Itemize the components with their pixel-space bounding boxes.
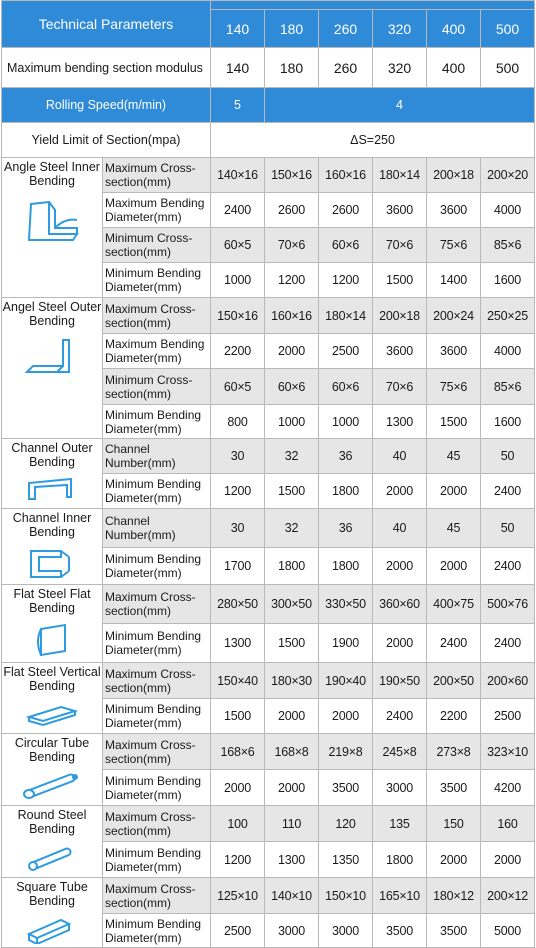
parameter-value: 1200	[319, 263, 373, 298]
section-category-cell	[2, 509, 103, 585]
model-header-140: 140	[211, 10, 265, 48]
parameter-value: 2000	[373, 474, 427, 509]
section-title: Flat Steel Flat Bending	[13, 587, 91, 615]
parameter-value: 2000	[427, 842, 481, 878]
parameter-value: 50	[481, 439, 535, 474]
parameter-value: 1800	[265, 547, 319, 584]
parameter-value: 200×18	[373, 298, 427, 334]
parameter-value: 1500	[265, 474, 319, 509]
model-header-180: 180	[265, 10, 319, 48]
square-tube-icon	[2, 916, 102, 947]
parameter-value: 75×6	[427, 228, 481, 263]
parameter-value: 219×8	[319, 734, 373, 770]
parameter-value: 1000	[211, 263, 265, 298]
parameter-value: 2200	[211, 334, 265, 369]
parameter-value: 1500	[373, 263, 427, 298]
parameter-value: 168×6	[211, 734, 265, 770]
parameter-value: 4000	[481, 193, 535, 228]
section-category-cell	[2, 298, 103, 439]
header-suffix	[211, 1, 535, 10]
parameter-value: 800	[211, 405, 265, 439]
parameter-label: Maximum Bending Diameter(mm)	[103, 334, 211, 369]
parameter-value: 273×8	[427, 734, 481, 770]
parameter-label: Maximum Cross-section(mm)	[103, 806, 211, 842]
section-title: Round Steel Bending	[17, 808, 87, 836]
parameter-value: 70×6	[373, 369, 427, 405]
parameter-label: Minimum Bending Diameter(mm)	[103, 474, 211, 509]
parameter-value: 2500	[319, 334, 373, 369]
rolling-speed-row	[2, 88, 535, 123]
parameter-value: 1300	[373, 405, 427, 439]
parameter-label: Minimum Bending Diameter(mm)	[103, 699, 211, 734]
parameter-value: 125×10	[211, 878, 265, 914]
parameter-label: Minimum Bending Diameter(mm)	[103, 405, 211, 439]
parameter-value: 2200	[427, 699, 481, 734]
parameter-value: 200×18	[427, 158, 481, 193]
parameter-value: 2000	[373, 624, 427, 663]
section-category-cell	[2, 878, 103, 948]
modulus-value: 260	[319, 48, 373, 88]
parameter-value: 2000	[373, 547, 427, 584]
parameter-value: 5000	[481, 914, 535, 948]
modulus-label: Maximum bending section modulus	[2, 48, 211, 88]
section-category-cell	[2, 663, 103, 734]
table-title	[2, 1, 211, 48]
parameter-value: 190×40	[319, 663, 373, 699]
section-title: Angle Steel Inner Bending	[4, 160, 100, 188]
parameter-value: 250×25	[481, 298, 535, 334]
parameter-value: 150	[427, 806, 481, 842]
parameter-value: 3000	[265, 914, 319, 948]
parameter-value: 1600	[481, 263, 535, 298]
parameter-label: Minimum Bending Diameter(mm)	[103, 263, 211, 298]
angle-outer-icon	[2, 336, 102, 383]
parameter-value: 40	[373, 439, 427, 474]
table-body	[2, 1, 535, 948]
parameter-value: 1000	[265, 405, 319, 439]
parameter-value: 30	[211, 509, 265, 548]
parameter-value: 2000	[265, 699, 319, 734]
parameter-label: Maximum Cross-section(mm)	[103, 734, 211, 770]
parameter-value: 60×5	[211, 369, 265, 405]
parameter-label: Maximum Cross-section(mm)	[103, 298, 211, 334]
parameter-value: 36	[319, 439, 373, 474]
parameter-value: 1500	[211, 699, 265, 734]
rolling-speed-rest: 4	[265, 88, 535, 123]
section-category-cell	[2, 734, 103, 806]
parameter-value: 1700	[211, 547, 265, 584]
parameter-value: 45	[427, 439, 481, 474]
parameter-value: 168×8	[265, 734, 319, 770]
parameter-value: 1500	[265, 624, 319, 663]
yield-limit-value: ΔS=250	[211, 123, 535, 158]
parameter-value: 2000	[265, 334, 319, 369]
parameter-value: 60×5	[211, 228, 265, 263]
parameter-value: 3500	[427, 914, 481, 948]
parameter-value: 75×6	[427, 369, 481, 405]
parameter-value: 180×30	[265, 663, 319, 699]
parameter-label: Maximum Cross-section(mm)	[103, 158, 211, 193]
parameter-label: Minimum Cross-section(mm)	[103, 369, 211, 405]
parameter-value: 140×10	[265, 878, 319, 914]
parameter-row	[2, 663, 535, 699]
parameter-value: 32	[265, 439, 319, 474]
parameter-value: 1300	[265, 842, 319, 878]
parameter-value: 1350	[319, 842, 373, 878]
parameter-value: 3600	[373, 193, 427, 228]
parameter-value: 3500	[319, 770, 373, 806]
parameter-label: Minimum Bending Diameter(mm)	[103, 914, 211, 948]
parameter-row	[2, 806, 535, 842]
section-title: Angel Steel Outer Bending	[2, 300, 102, 328]
parameter-value: 3600	[427, 193, 481, 228]
parameter-value: 1200	[211, 842, 265, 878]
parameter-value: 500×76	[481, 585, 535, 624]
channel-outer-icon	[2, 477, 102, 506]
section-title: Flat Steel Vertical Bending	[3, 665, 101, 693]
parameter-value: 1200	[265, 263, 319, 298]
parameter-value: 2400	[481, 474, 535, 509]
parameter-value: 160	[481, 806, 535, 842]
parameter-value: 140×16	[211, 158, 265, 193]
section-category-cell	[2, 439, 103, 509]
parameter-value: 30	[211, 439, 265, 474]
parameter-value: 323×10	[481, 734, 535, 770]
parameter-value: 70×6	[265, 228, 319, 263]
parameter-value: 120	[319, 806, 373, 842]
model-header-500: 500	[481, 10, 535, 48]
parameter-value: 2000	[427, 547, 481, 584]
parameter-value: 2000	[481, 842, 535, 878]
parameter-value: 1000	[319, 405, 373, 439]
parameter-value: 180×12	[427, 878, 481, 914]
rolling-speed-first: 5	[211, 88, 265, 123]
parameter-value: 2500	[481, 699, 535, 734]
parameter-value: 1500	[427, 405, 481, 439]
parameter-value: 1600	[481, 405, 535, 439]
section-category-cell	[2, 585, 103, 663]
parameter-label: Maximum Cross-section(mm)	[103, 663, 211, 699]
parameter-value: 32	[265, 509, 319, 548]
parameter-value: 2000	[265, 770, 319, 806]
parameter-value: 4000	[481, 334, 535, 369]
modulus-row	[2, 48, 535, 88]
parameter-value: 60×6	[319, 369, 373, 405]
parameter-value: 200×24	[427, 298, 481, 334]
parameter-row	[2, 298, 535, 334]
parameter-value: 70×6	[373, 228, 427, 263]
parameter-label: Maximum Bending Diameter(mm)	[103, 193, 211, 228]
parameter-value: 45	[427, 509, 481, 548]
parameter-value: 200×20	[481, 158, 535, 193]
parameter-value: 280×50	[211, 585, 265, 624]
parameter-value: 1300	[211, 624, 265, 663]
parameter-value: 200×50	[427, 663, 481, 699]
parameter-value: 2600	[265, 193, 319, 228]
parameter-value: 2600	[319, 193, 373, 228]
parameter-label: Maximum Cross-section(mm)	[103, 585, 211, 624]
parameter-value: 85×6	[481, 369, 535, 405]
parameter-value: 3600	[427, 334, 481, 369]
parameter-label: Maximum Cross-section(mm)	[103, 878, 211, 914]
parameter-row	[2, 585, 535, 624]
parameter-value: 2000	[211, 770, 265, 806]
parameter-value: 400×75	[427, 585, 481, 624]
parameter-value: 2400	[481, 624, 535, 663]
parameter-value: 190×50	[373, 663, 427, 699]
parameter-value: 60×6	[265, 369, 319, 405]
parameter-value: 1900	[319, 624, 373, 663]
flat-steel-vertical-icon	[2, 701, 102, 730]
modulus-value: 180	[265, 48, 319, 88]
parameter-value: 2400	[373, 699, 427, 734]
parameter-value: 1200	[211, 474, 265, 509]
parameter-value: 245×8	[373, 734, 427, 770]
parameter-value: 2000	[319, 699, 373, 734]
parameter-label: Channel Number(mm)	[103, 439, 211, 474]
model-header-260: 260	[319, 10, 373, 48]
parameter-row	[2, 734, 535, 770]
parameter-value: 3000	[319, 914, 373, 948]
parameter-value: 2400	[427, 624, 481, 663]
model-header-320: 320	[373, 10, 427, 48]
technical-parameters-table	[1, 0, 535, 948]
rolling-speed-label: Rolling Speed(m/min)	[2, 88, 211, 123]
parameter-value: 180×14	[319, 298, 373, 334]
parameter-value: 1400	[427, 263, 481, 298]
parameter-value: 3500	[373, 914, 427, 948]
parameter-value: 40	[373, 509, 427, 548]
parameter-value: 3500	[427, 770, 481, 806]
parameter-value: 160×16	[319, 158, 373, 193]
parameter-value: 180×14	[373, 158, 427, 193]
angle-inner-icon	[2, 196, 102, 249]
parameter-value: 1800	[373, 842, 427, 878]
parameter-value: 100	[211, 806, 265, 842]
modulus-value: 140	[211, 48, 265, 88]
round-steel-icon	[2, 844, 102, 877]
parameter-value: 110	[265, 806, 319, 842]
yield-limit-row	[2, 123, 535, 158]
section-title: Square Tube Bending	[16, 880, 88, 908]
header-strip	[2, 1, 535, 10]
parameter-value: 2400	[481, 547, 535, 584]
parameter-value: 165×10	[373, 878, 427, 914]
section-title: Circular Tube Bending	[14, 736, 90, 764]
parameter-value: 200×60	[481, 663, 535, 699]
section-category-cell	[2, 806, 103, 878]
parameter-value: 3600	[373, 334, 427, 369]
parameter-value: 2000	[427, 474, 481, 509]
parameter-value: 200×12	[481, 878, 535, 914]
parameter-label: Minimum Bending Diameter(mm)	[103, 547, 211, 584]
parameter-value: 1800	[319, 474, 373, 509]
parameter-value: 85×6	[481, 228, 535, 263]
parameter-label: Minimum Bending Diameter(mm)	[103, 624, 211, 663]
parameter-value: 330×50	[319, 585, 373, 624]
channel-inner-icon	[2, 547, 102, 584]
parameter-row	[2, 878, 535, 914]
parameter-value: 4200	[481, 770, 535, 806]
parameter-value: 150×16	[265, 158, 319, 193]
parameter-label: Channel Number(mm)	[103, 509, 211, 548]
parameter-value: 1800	[319, 547, 373, 584]
section-title: Channel Inner Bending	[12, 511, 92, 539]
yield-limit-label: Yield Limit of Section(mpa)	[2, 123, 211, 158]
circular-tube-icon	[2, 772, 102, 805]
parameter-value: 160×16	[265, 298, 319, 334]
modulus-value: 500	[481, 48, 535, 88]
parameter-label: Minimum Bending Diameter(mm)	[103, 842, 211, 878]
section-title: Channel Outer Bending	[11, 441, 93, 469]
parameter-value: 135	[373, 806, 427, 842]
parameter-value: 150×40	[211, 663, 265, 699]
parameter-row	[2, 509, 535, 548]
section-category-cell	[2, 158, 103, 298]
parameter-value: 150×16	[211, 298, 265, 334]
table-title-text: Technical Parameters	[38, 16, 174, 32]
modulus-value: 320	[373, 48, 427, 88]
parameter-value: 2500	[211, 914, 265, 948]
parameter-label: Minimum Cross-section(mm)	[103, 228, 211, 263]
parameter-value: 360×60	[373, 585, 427, 624]
parameter-value: 300×50	[265, 585, 319, 624]
parameter-label: Minimum Bending Diameter(mm)	[103, 770, 211, 806]
parameter-value: 50	[481, 509, 535, 548]
model-header-400: 400	[427, 10, 481, 48]
modulus-value: 400	[427, 48, 481, 88]
parameter-value: 3000	[373, 770, 427, 806]
parameter-value: 150×10	[319, 878, 373, 914]
parameter-value: 60×6	[319, 228, 373, 263]
parameter-value: 2400	[211, 193, 265, 228]
parameter-value: 36	[319, 509, 373, 548]
flat-steel-flat-icon	[2, 623, 102, 662]
parameter-row	[2, 439, 535, 474]
parameter-row	[2, 158, 535, 193]
